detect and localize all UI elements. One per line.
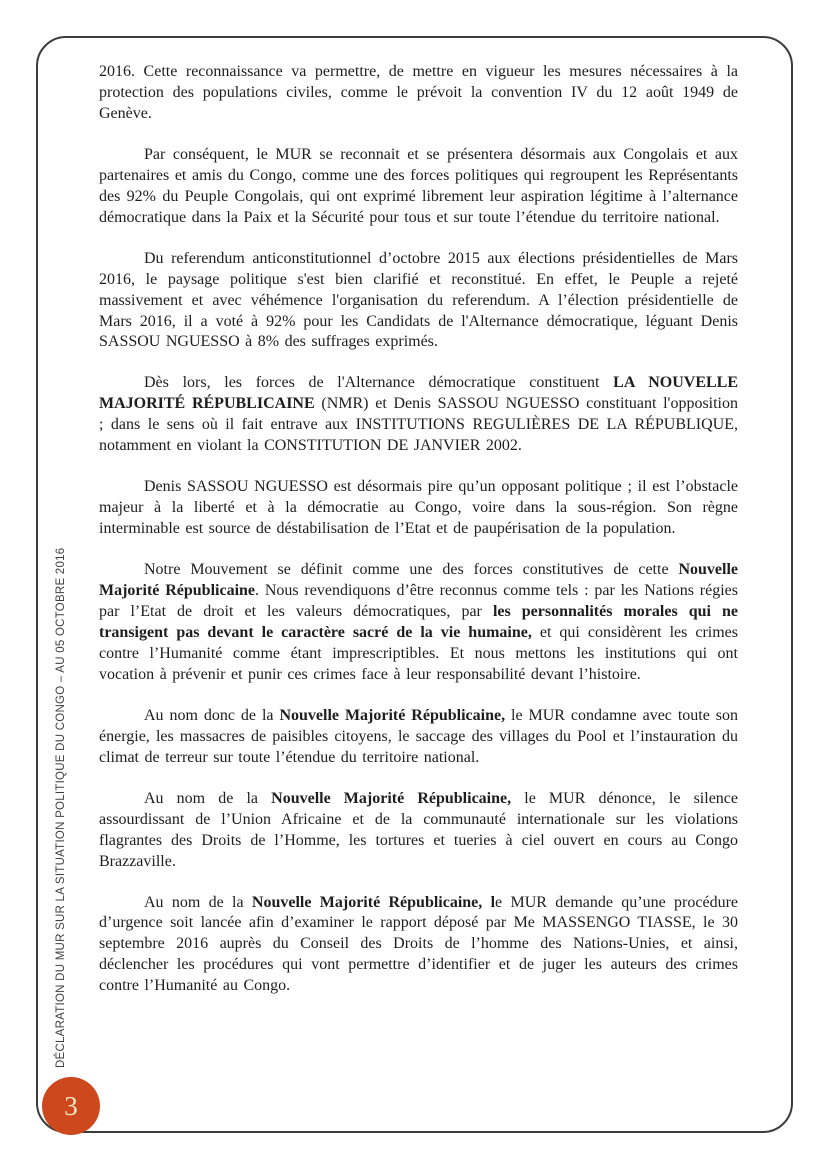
paragraph: [99, 373, 738, 457]
paragraph: [99, 249, 738, 354]
paragraph: [99, 62, 738, 125]
page-number-badge: [42, 1077, 100, 1135]
paragraph: [99, 145, 738, 229]
text-run: Notre Mouvement se définit comme une des forces constitutives de cette: [144, 561, 679, 579]
text-run: Au nom donc de la: [144, 706, 280, 724]
bold-text-run: Nouvelle Majorité Républicaine,: [271, 789, 512, 807]
text-run: le MUR condamne avec toute son énergie, les massacres de paisibles citoyens, le saccage des villages du Pool et l’instauration du climat de terreur sur toute l’étendue du territoire national.: [99, 706, 738, 766]
text-run: Denis SASSOU NGUESSO est désormais pire qu’un opposant politique ; il est l’obstacle majeur à la liberté et à la démocratie au Congo, voire dans la sous-région. Son règne interminable est source de déstabilisation de l’Etat et de paupérisation de la population.: [99, 478, 738, 538]
text-run: Du referendum anticonstitutionnel d’octobre 2015 aux élections présidentielles de Mars 2016, le paysage politique s'est bien clarifié et reconstitué. En effet, le Peuple a rejeté massivement et avec véhémence l'organisation du referendum. A l’élection présidentielle de Mars 2016, il a voté à 92% pour les Candidats de l'Alternance démocratique, léguant Denis SASSOU NGUESSO à 8% des suffrages exprimés.: [99, 249, 738, 351]
text-run: et qui considèrent les crimes contre l’Humanité comme étant imprescriptibles. Et nous mettons les institutions qui ont vocation à prévenir et punir ces crimes face à leur responsabilité devant l’histoire.: [99, 623, 739, 683]
text-run: e MUR demande qu’une procédure d’urgence soit lancée afin d’examiner le rapport déposé par Me MASSENGO TIASSE, le 30 septembre 2016 auprès du Conseil des Droits de l’homme des Nations-Unies, et ainsi, déclencher les procédures qui vont permettre d’identifier et de juger les auteurs des crimes contre l’Humanité au Congo.: [99, 893, 738, 995]
bold-text-run: Nouvelle Majorité Républicaine,: [279, 706, 506, 724]
text-run: . Nous revendiquons d’être reconnus comme tels : par les Nations régies par l’Etat de droit et les valeurs démocratiques, par: [99, 582, 738, 621]
bold-text-run: les personnalités morales qui ne transigent pas devant le caractère sacré de la vie humaine,: [99, 603, 739, 641]
bold-text-run: Nouvelle Majorité Républicaine, l: [251, 893, 496, 911]
paragraph: [99, 477, 738, 540]
text-run: Au nom de la: [144, 893, 252, 911]
bold-text-run: Nouvelle Majorité Républicaine: [99, 561, 738, 600]
paragraph: [99, 560, 738, 686]
text-run: Au nom de la: [144, 789, 272, 807]
bold-text-run: LA NOUVELLE MAJORITÉ RÉPUBLICAINE: [99, 374, 739, 413]
document-body: [99, 62, 738, 1017]
page-number: 3: [64, 1090, 78, 1121]
text-run: Par conséquent, le MUR se reconnait et se présentera désormais aux Congolais et aux partenaires et amis du Congo, comme une des forces politiques qui regroupent les Représentants des 92% du Peuple Congolais, qui ont exprimé librement leur aspiration légitime à l’alternance démocratique dans la Paix et la Sécurité pour tous et sur toute l’étendue du territoire national.: [99, 145, 738, 226]
text-run: le MUR dénonce, le silence assourdissant de l’Union Africaine et de la communauté internationale sur les violations flagrantes des Droits de l’Homme, les tortures et tueries à ciel ouvert en cours au Congo Brazzaville.: [99, 789, 738, 870]
text-run: 2016. Cette reconnaissance va permettre, de mettre en vigueur les mesures nécessaires à la protection des populations civiles, comme le prévoit la convention IV du 12 août 1949 de Genève.: [99, 63, 738, 122]
paragraph: [99, 893, 738, 998]
sidebar-vertical-title: DÉCLARATION DU MUR SUR LA SITUATION POLITIQUE DU CONGO – AU 05 OCTOBRE 2016: [55, 547, 67, 1068]
paragraph: [99, 789, 738, 873]
paragraph: [99, 706, 738, 769]
text-run: Dès lors, les forces de l'Alternance démocratique constituent: [144, 374, 614, 392]
text-run: (NMR) et Denis SASSOU NGUESSO constituant l'opposition ; dans le sens où il fait entrave aux INSTITUTIONS REGULIÈRES DE LA RÉPUBLIQUE, notamment en violant la CONSTITUTION DE JANVIER 2002.: [99, 395, 739, 455]
